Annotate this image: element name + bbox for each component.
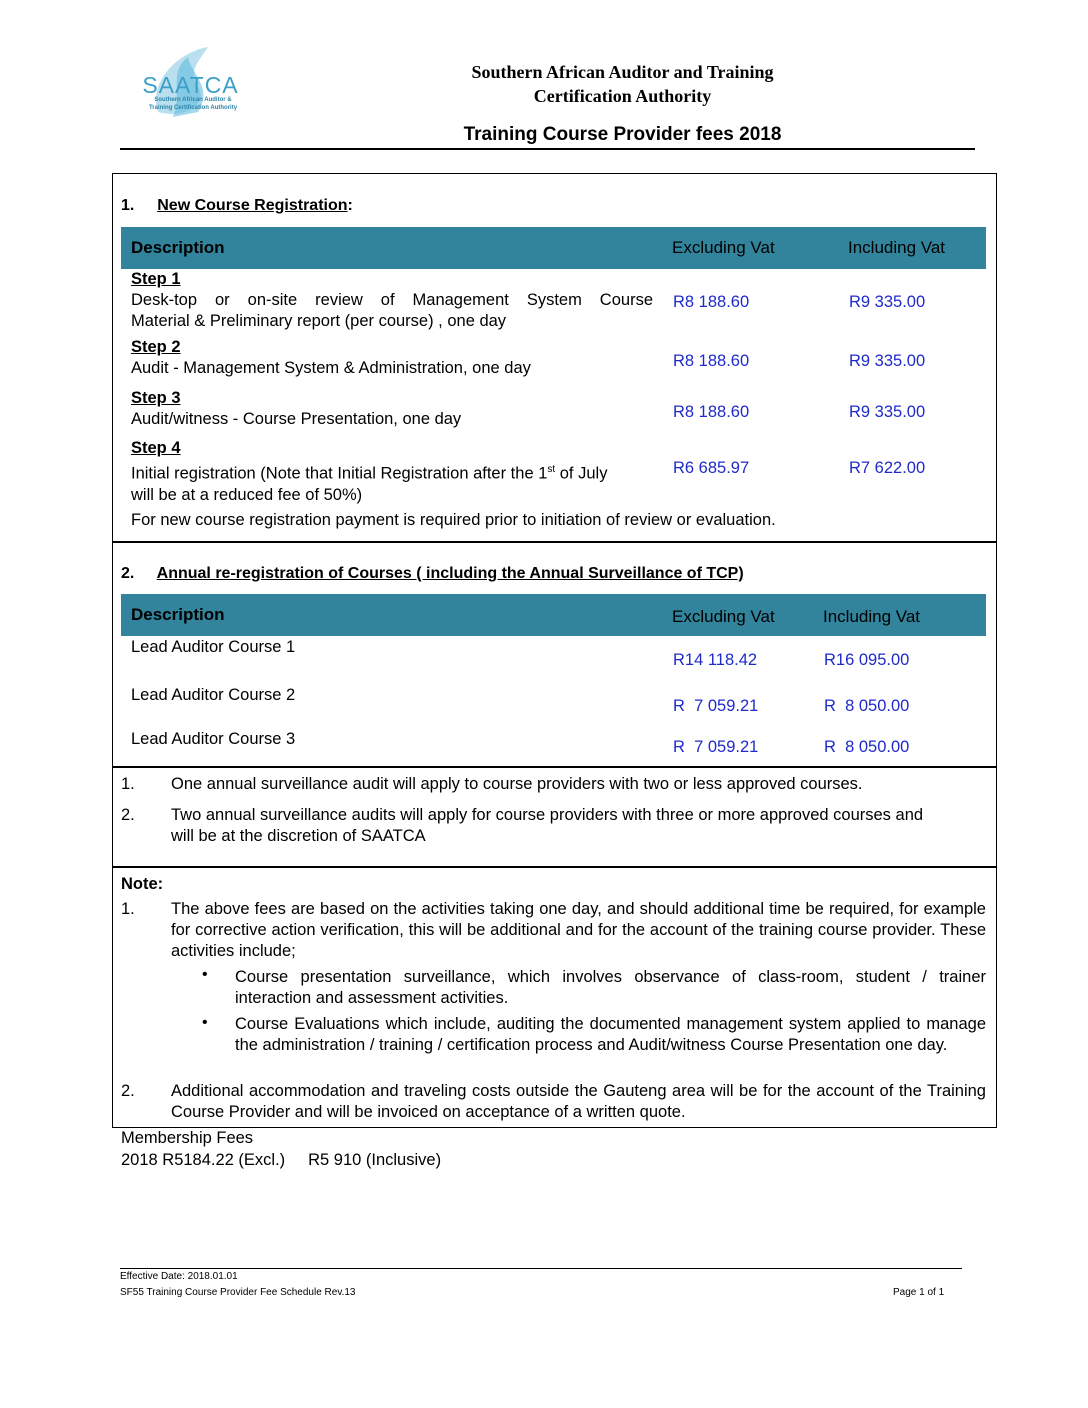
bullet-icon: •: [202, 966, 208, 983]
course1-desc: Lead Auditor Course 1: [131, 638, 296, 656]
section2-table-header: [121, 594, 986, 636]
section1-col-description: Description: [131, 238, 225, 257]
step4-row: [131, 438, 661, 506]
section2-col-excl: Excluding Vat: [672, 607, 775, 626]
course2-desc: Lead Auditor Course 2: [131, 686, 296, 704]
step2-desc: Audit - Management System & Administration, one day: [131, 359, 531, 377]
section1-heading: [121, 197, 353, 215]
bullet-icon: •: [202, 1014, 208, 1031]
section2-number: 2.: [121, 565, 135, 582]
course2-incl-price: R 8 050.00: [824, 697, 910, 715]
step1-desc-line2: Material & Preliminary report (per course) , one day: [131, 312, 507, 330]
footer-effective-date: Effective Date: 2018.01.01: [120, 1271, 238, 1282]
step1-excl-price: R8 188.60: [673, 293, 750, 311]
course3-desc: Lead Auditor Course 3: [131, 730, 296, 748]
section2-title: Annual re-registration of Courses ( including the Annual Surveillance of TCP): [156, 565, 744, 582]
notes-heading: Note:: [121, 875, 164, 893]
separator-1: [112, 541, 997, 543]
step3-desc: Audit/witness - Course Presentation, one day: [131, 410, 462, 428]
footer-rule: [120, 1268, 962, 1269]
logo-text: SAATCA: [142, 72, 239, 98]
course3-incl-price: R 8 050.00: [824, 738, 910, 756]
step2-row: [131, 337, 653, 379]
section1-title: New Course Registration: [157, 197, 348, 214]
step3-excl-price: R8 188.60: [673, 403, 750, 421]
membership-label: Membership Fees: [121, 1129, 254, 1147]
course1-incl-price: R16 095.00: [824, 651, 910, 669]
step4-excl-price: R6 685.97: [673, 459, 750, 477]
step2-excl-price: R8 188.60: [673, 352, 750, 370]
step3-incl-price: R9 335.00: [849, 403, 926, 421]
surveillance-1-number: 1.: [121, 775, 135, 793]
course1-excl-price: R14 118.42: [673, 651, 758, 669]
surveillance-1-text: One annual surveillance audit will apply to course providers with two or less approved courses.: [171, 775, 863, 793]
step4-desc-line2: will be at a reduced fee of 50%): [131, 485, 363, 504]
organisation-line-1: Southern African Auditor and Training: [471, 62, 774, 82]
step1-row: [131, 269, 653, 332]
section2-heading: [121, 565, 744, 583]
step1-incl-price: R9 335.00: [849, 293, 926, 311]
step4-incl-price: R7 622.00: [849, 459, 926, 477]
note1-bullet-2: Course Evaluations which include, auditing the documented management system applied to manage the administration / training / certification process and Audit/witness Course Presentation one day.: [235, 1015, 986, 1054]
logo-subtitle-1: Southern African Auditor &: [154, 97, 232, 103]
note2-number: 2.: [121, 1082, 135, 1100]
step3-row: [131, 388, 653, 430]
note1-number: 1.: [121, 900, 135, 918]
step1-desc-line1: Desk-top or on-site review of Management System Course: [131, 291, 653, 309]
surveillance-2-line2: will be at the discretion of SAATCA: [171, 827, 426, 845]
step1-label: Step 1: [131, 270, 181, 288]
organisation-line-2: Certification Authority: [533, 86, 712, 106]
footer-page-number: Page 1 of 1: [893, 1287, 945, 1298]
footer-document-ref: SF55 Training Course Provider Fee Schedule Rev.13: [120, 1287, 356, 1298]
step4-desc-line1: [131, 459, 661, 485]
logo-subtitle-2: Training Certification Authority: [148, 105, 238, 111]
note2-text: Additional accommodation and traveling costs outside the Gauteng area will be for the account of the Training Course Provider and will be invoiced on acceptance of a written quote.: [171, 1082, 986, 1121]
section1-table-header: [121, 227, 986, 269]
membership-fees: 2018 R5184.22 (Excl.) R5 910 (Inclusive): [121, 1151, 442, 1169]
section1-note: For new course registration payment is required prior to initiation of review or evaluation.: [131, 511, 776, 529]
section1-title-suffix: :: [347, 197, 353, 214]
section1-number: 1.: [121, 197, 135, 214]
step2-incl-price: R9 335.00: [849, 352, 926, 370]
course3-excl-price: R 7 059.21: [673, 738, 759, 756]
surveillance-2-line1: Two annual surveillance audits will apply for course providers with three or more approved courses and: [171, 806, 924, 824]
step4-label: Step 4: [131, 439, 181, 457]
surveillance-2-text: [171, 805, 986, 847]
separator-2: [112, 766, 997, 768]
course2-excl-price: R 7 059.21: [673, 697, 759, 715]
section2-col-description: Description: [131, 605, 225, 624]
saatca-logo: [128, 42, 253, 124]
organisation-name: [400, 60, 845, 108]
note1-text: The above fees are based on the activities taking one day, and should additional time be required, for example for corrective action verification, this will be additional and for the account of the training course provider. These activities include;: [171, 900, 986, 960]
note1-bullet-1: Course presentation surveillance, which involves observance of class-room, student / trainer interaction and assessment activities.: [235, 968, 986, 1007]
section1-col-excl: Excluding Vat: [672, 238, 775, 257]
step2-label: Step 2: [131, 338, 181, 356]
document-title: Training Course Provider fees 2018: [463, 124, 782, 145]
surveillance-2-number: 2.: [121, 806, 135, 824]
separator-3: [112, 866, 997, 868]
step4-desc-sup: st: [547, 464, 556, 475]
header-rule: [120, 148, 975, 150]
section1-col-incl: Including Vat: [848, 238, 946, 257]
step3-label: Step 3: [131, 389, 181, 407]
step4-desc-pre: Initial registration (Note that Initial Registration after the 1: [131, 464, 548, 483]
section2-col-incl: Including Vat: [823, 607, 921, 626]
step4-desc-post: of July: [555, 464, 608, 483]
